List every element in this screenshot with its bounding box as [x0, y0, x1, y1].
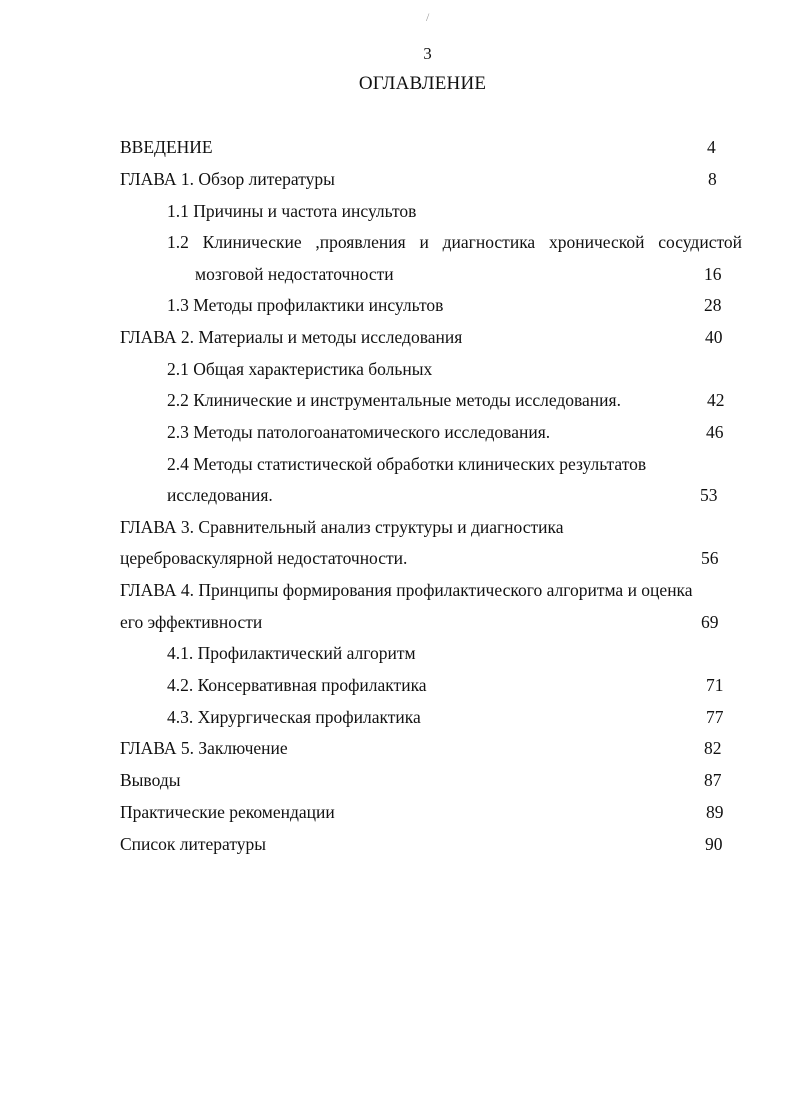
- toc-entry-chapter-4[interactable]: [120, 578, 740, 602]
- toc-entry-1-1[interactable]: [167, 199, 727, 223]
- toc-entry-text: 2.3 Методы патологоанатомического исследования.: [167, 422, 551, 442]
- toc-entry-2-4-cont[interactable]: [167, 483, 727, 507]
- toc-entry-4-3[interactable]: [167, 705, 732, 729]
- toc-entry-text: 1.2 Клинические ,проявления и диагностика хронической сосудистой: [167, 232, 742, 252]
- toc-entry-page: 16: [704, 264, 722, 284]
- toc-entry-2-2[interactable]: [167, 388, 732, 412]
- toc-entry-text: ГЛАВА 3. Сравнительный анализ структуры и диагностика: [120, 517, 564, 537]
- toc-entry-page: 46: [706, 422, 724, 442]
- toc-entry-chapter-5[interactable]: [120, 736, 730, 760]
- toc-entry-page: 8: [708, 169, 717, 189]
- toc-entry-chapter-2[interactable]: [120, 325, 730, 349]
- toc-entry-page: 82: [704, 738, 722, 758]
- toc-entry-chapter-3-cont[interactable]: [120, 546, 730, 570]
- toc-entry-text: Практические рекомендации: [120, 802, 335, 822]
- toc-entry-page: 89: [706, 802, 724, 822]
- toc-entry-text: 2.4 Методы статистической обработки клинических результатов: [167, 454, 647, 474]
- toc-entry-text: 4.2. Консервативная профилактика: [167, 675, 427, 695]
- toc-entry-page: 28: [704, 295, 722, 315]
- toc-entry-page: 71: [706, 675, 724, 695]
- toc-entry-page: 69: [701, 612, 719, 632]
- toc-entry-page: 77: [706, 707, 724, 727]
- toc-entry-chapter-1[interactable]: [120, 167, 720, 191]
- toc-entry-text: ГЛАВА 4. Принципы формирования профилактического алгоритма и оценка: [120, 580, 693, 600]
- page-number: 3: [423, 44, 432, 63]
- toc-entry-text: 4.3. Хирургическая профилактика: [167, 707, 421, 727]
- toc-entry-conclusions[interactable]: [120, 768, 730, 792]
- toc-entry-page: 53: [700, 485, 718, 505]
- scan-mark: /: [426, 10, 430, 24]
- toc-entry-text: ГЛАВА 1. Обзор литературы: [120, 169, 335, 189]
- toc-entry-text: ГЛАВА 2. Материалы и методы исследования: [120, 327, 463, 347]
- toc-entry-text: Список литературы: [120, 834, 267, 854]
- toc-entry-text: 4.1. Профилактический алгоритм: [167, 643, 416, 663]
- toc-entry-text: мозговой недостаточности: [195, 264, 394, 284]
- page-title: ОГЛАВЛЕНИЕ: [358, 73, 487, 94]
- toc-entry-text: цереброваскулярной недостаточности.: [120, 548, 408, 568]
- toc-entry-text: 1.3 Методы профилактики инсультов: [167, 295, 444, 315]
- toc-entry-page: 42: [707, 390, 725, 410]
- toc-entry-1-3[interactable]: [167, 293, 727, 317]
- toc-entry-page: 40: [705, 327, 723, 347]
- toc-entry-text: ГЛАВА 5. Заключение: [120, 738, 288, 758]
- toc-entry-references[interactable]: [120, 832, 730, 856]
- toc-entry-page: 90: [705, 834, 723, 854]
- toc-entry-text: его эффективности: [120, 612, 263, 632]
- toc-entry-1-2[interactable]: [167, 230, 742, 254]
- toc-entry-recommendations[interactable]: [120, 800, 730, 824]
- toc-entry-text: 2.2 Клинические и инструментальные методы исследования.: [167, 390, 621, 410]
- toc-entry-2-4[interactable]: [167, 452, 727, 476]
- toc-entry-chapter-4-cont[interactable]: [120, 610, 730, 634]
- toc-entry-text: 2.1 Общая характеристика больных: [167, 359, 433, 379]
- toc-entry-2-1[interactable]: [167, 357, 727, 381]
- toc-entry-text: 1.1 Причины и частота инсультов: [167, 201, 417, 221]
- toc-entry-4-1[interactable]: [167, 641, 727, 665]
- toc-entry-4-2[interactable]: [167, 673, 732, 697]
- toc-entry-chapter-3[interactable]: [120, 515, 730, 539]
- toc-entry-introduction[interactable]: [120, 135, 720, 159]
- toc-entry-2-3[interactable]: [167, 420, 732, 444]
- toc-entry-text: исследования.: [167, 485, 273, 505]
- toc-entry-page: 4: [707, 137, 716, 157]
- toc-entry-page: 56: [701, 548, 719, 568]
- toc-entry-text: Выводы: [120, 770, 181, 790]
- toc-entry-text: ВВЕДЕНИЕ: [120, 137, 213, 157]
- toc-entry-page: 87: [704, 770, 722, 790]
- toc-entry-1-2-cont[interactable]: [195, 262, 725, 286]
